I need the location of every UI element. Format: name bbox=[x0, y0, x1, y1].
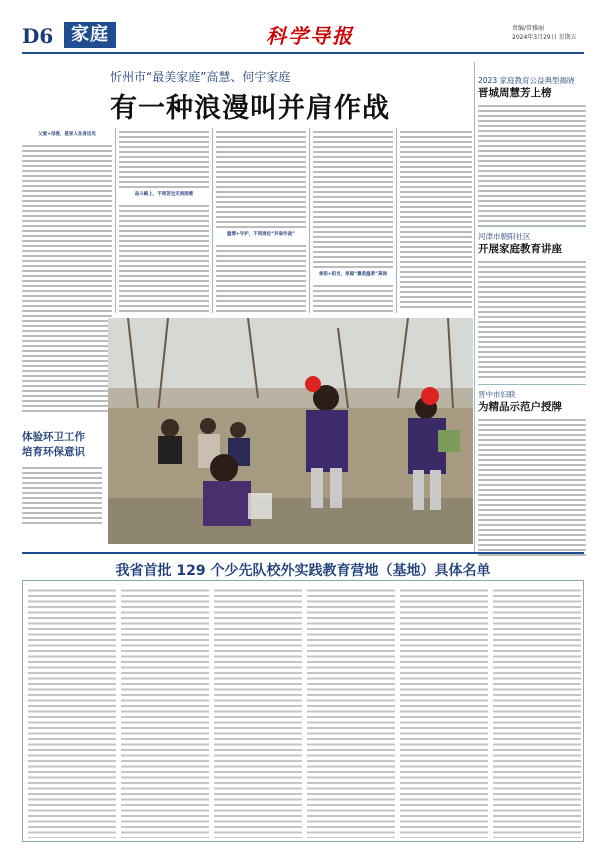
right-column-rule bbox=[474, 62, 475, 552]
section-tag: 家庭 bbox=[64, 22, 116, 48]
right-item-3 bbox=[478, 390, 586, 556]
article-subhead-2: 奋斗路上，不畏苦也无畏困难 bbox=[134, 192, 194, 197]
right-item-kicker: 2023 家庭教育公益典型揭晓 bbox=[478, 76, 575, 85]
list-column-4 bbox=[307, 586, 395, 838]
list-column-2 bbox=[121, 586, 209, 838]
article-column-1 bbox=[22, 128, 112, 424]
list-column-1 bbox=[28, 586, 116, 838]
right-item-1 bbox=[478, 76, 586, 230]
article-column-3 bbox=[216, 128, 306, 313]
column-rule bbox=[396, 128, 397, 313]
column-rule bbox=[115, 128, 116, 313]
column-rule bbox=[309, 128, 310, 313]
article-column-4 bbox=[313, 128, 393, 313]
list-column-3 bbox=[214, 586, 302, 838]
text-block bbox=[22, 142, 112, 412]
page-number: D6 bbox=[22, 24, 54, 48]
section-rule bbox=[22, 552, 584, 554]
article-subhead-4: 承担+担当，家庭“最是温柔”高尚 bbox=[318, 272, 388, 277]
editor-line: 责编/常雅丽 bbox=[512, 25, 545, 32]
text-block bbox=[400, 128, 472, 308]
lead-headline: 有一种浪漫叫并肩作战 bbox=[110, 93, 390, 124]
masthead-info bbox=[512, 24, 596, 42]
right-item-2 bbox=[478, 232, 586, 378]
text-block bbox=[216, 242, 306, 312]
column-rule bbox=[212, 128, 213, 313]
article-subhead-1: 父爱+母爱，是家人在身边见 bbox=[38, 132, 96, 137]
right-item-title: 为精品示范户授牌 bbox=[478, 401, 562, 413]
right-item-text bbox=[478, 258, 586, 378]
sidebar-title-line-2: 培育环保意识 bbox=[22, 446, 85, 458]
article-column-5 bbox=[400, 128, 472, 313]
text-block bbox=[119, 128, 209, 188]
right-item-kicker: 晋中市妇联 bbox=[478, 390, 516, 399]
masthead bbox=[0, 0, 600, 62]
sidebar-title-line-1: 体验环卫工作 bbox=[22, 431, 85, 443]
list-title: 我省首批 129 个少先队校外实践教育营地（基地）具体名单 bbox=[115, 563, 491, 579]
right-item-text bbox=[478, 102, 586, 230]
masthead-rule bbox=[22, 52, 584, 54]
right-divider bbox=[478, 384, 586, 385]
article-column-2 bbox=[119, 128, 209, 313]
right-item-text bbox=[478, 416, 586, 556]
text-block bbox=[313, 282, 393, 312]
sidebar-left bbox=[22, 430, 102, 526]
right-item-kicker: 河津市朝阳社区 bbox=[478, 232, 531, 241]
article-photo bbox=[108, 318, 473, 544]
right-item-title: 晋城周慧芳上榜 bbox=[478, 87, 552, 99]
article-subhead-3: 温情+守护，不同岗位“并肩作战” bbox=[226, 232, 296, 237]
text-block bbox=[216, 128, 306, 228]
text-block bbox=[119, 202, 209, 312]
right-item-title: 开展家庭教育讲座 bbox=[478, 243, 562, 255]
photo-illustration bbox=[108, 318, 473, 544]
sidebar-text-block bbox=[22, 464, 102, 526]
right-divider bbox=[478, 226, 586, 227]
date-line: 2024年3月29日 星期五 bbox=[512, 34, 577, 41]
list-column-6 bbox=[493, 586, 581, 838]
lead-kicker: 忻州市“最美家庭”高慧、何宇家庭 bbox=[110, 70, 291, 84]
paper-name: 科学导报 bbox=[266, 24, 354, 48]
list-column-5 bbox=[400, 586, 488, 838]
text-block bbox=[313, 128, 393, 268]
